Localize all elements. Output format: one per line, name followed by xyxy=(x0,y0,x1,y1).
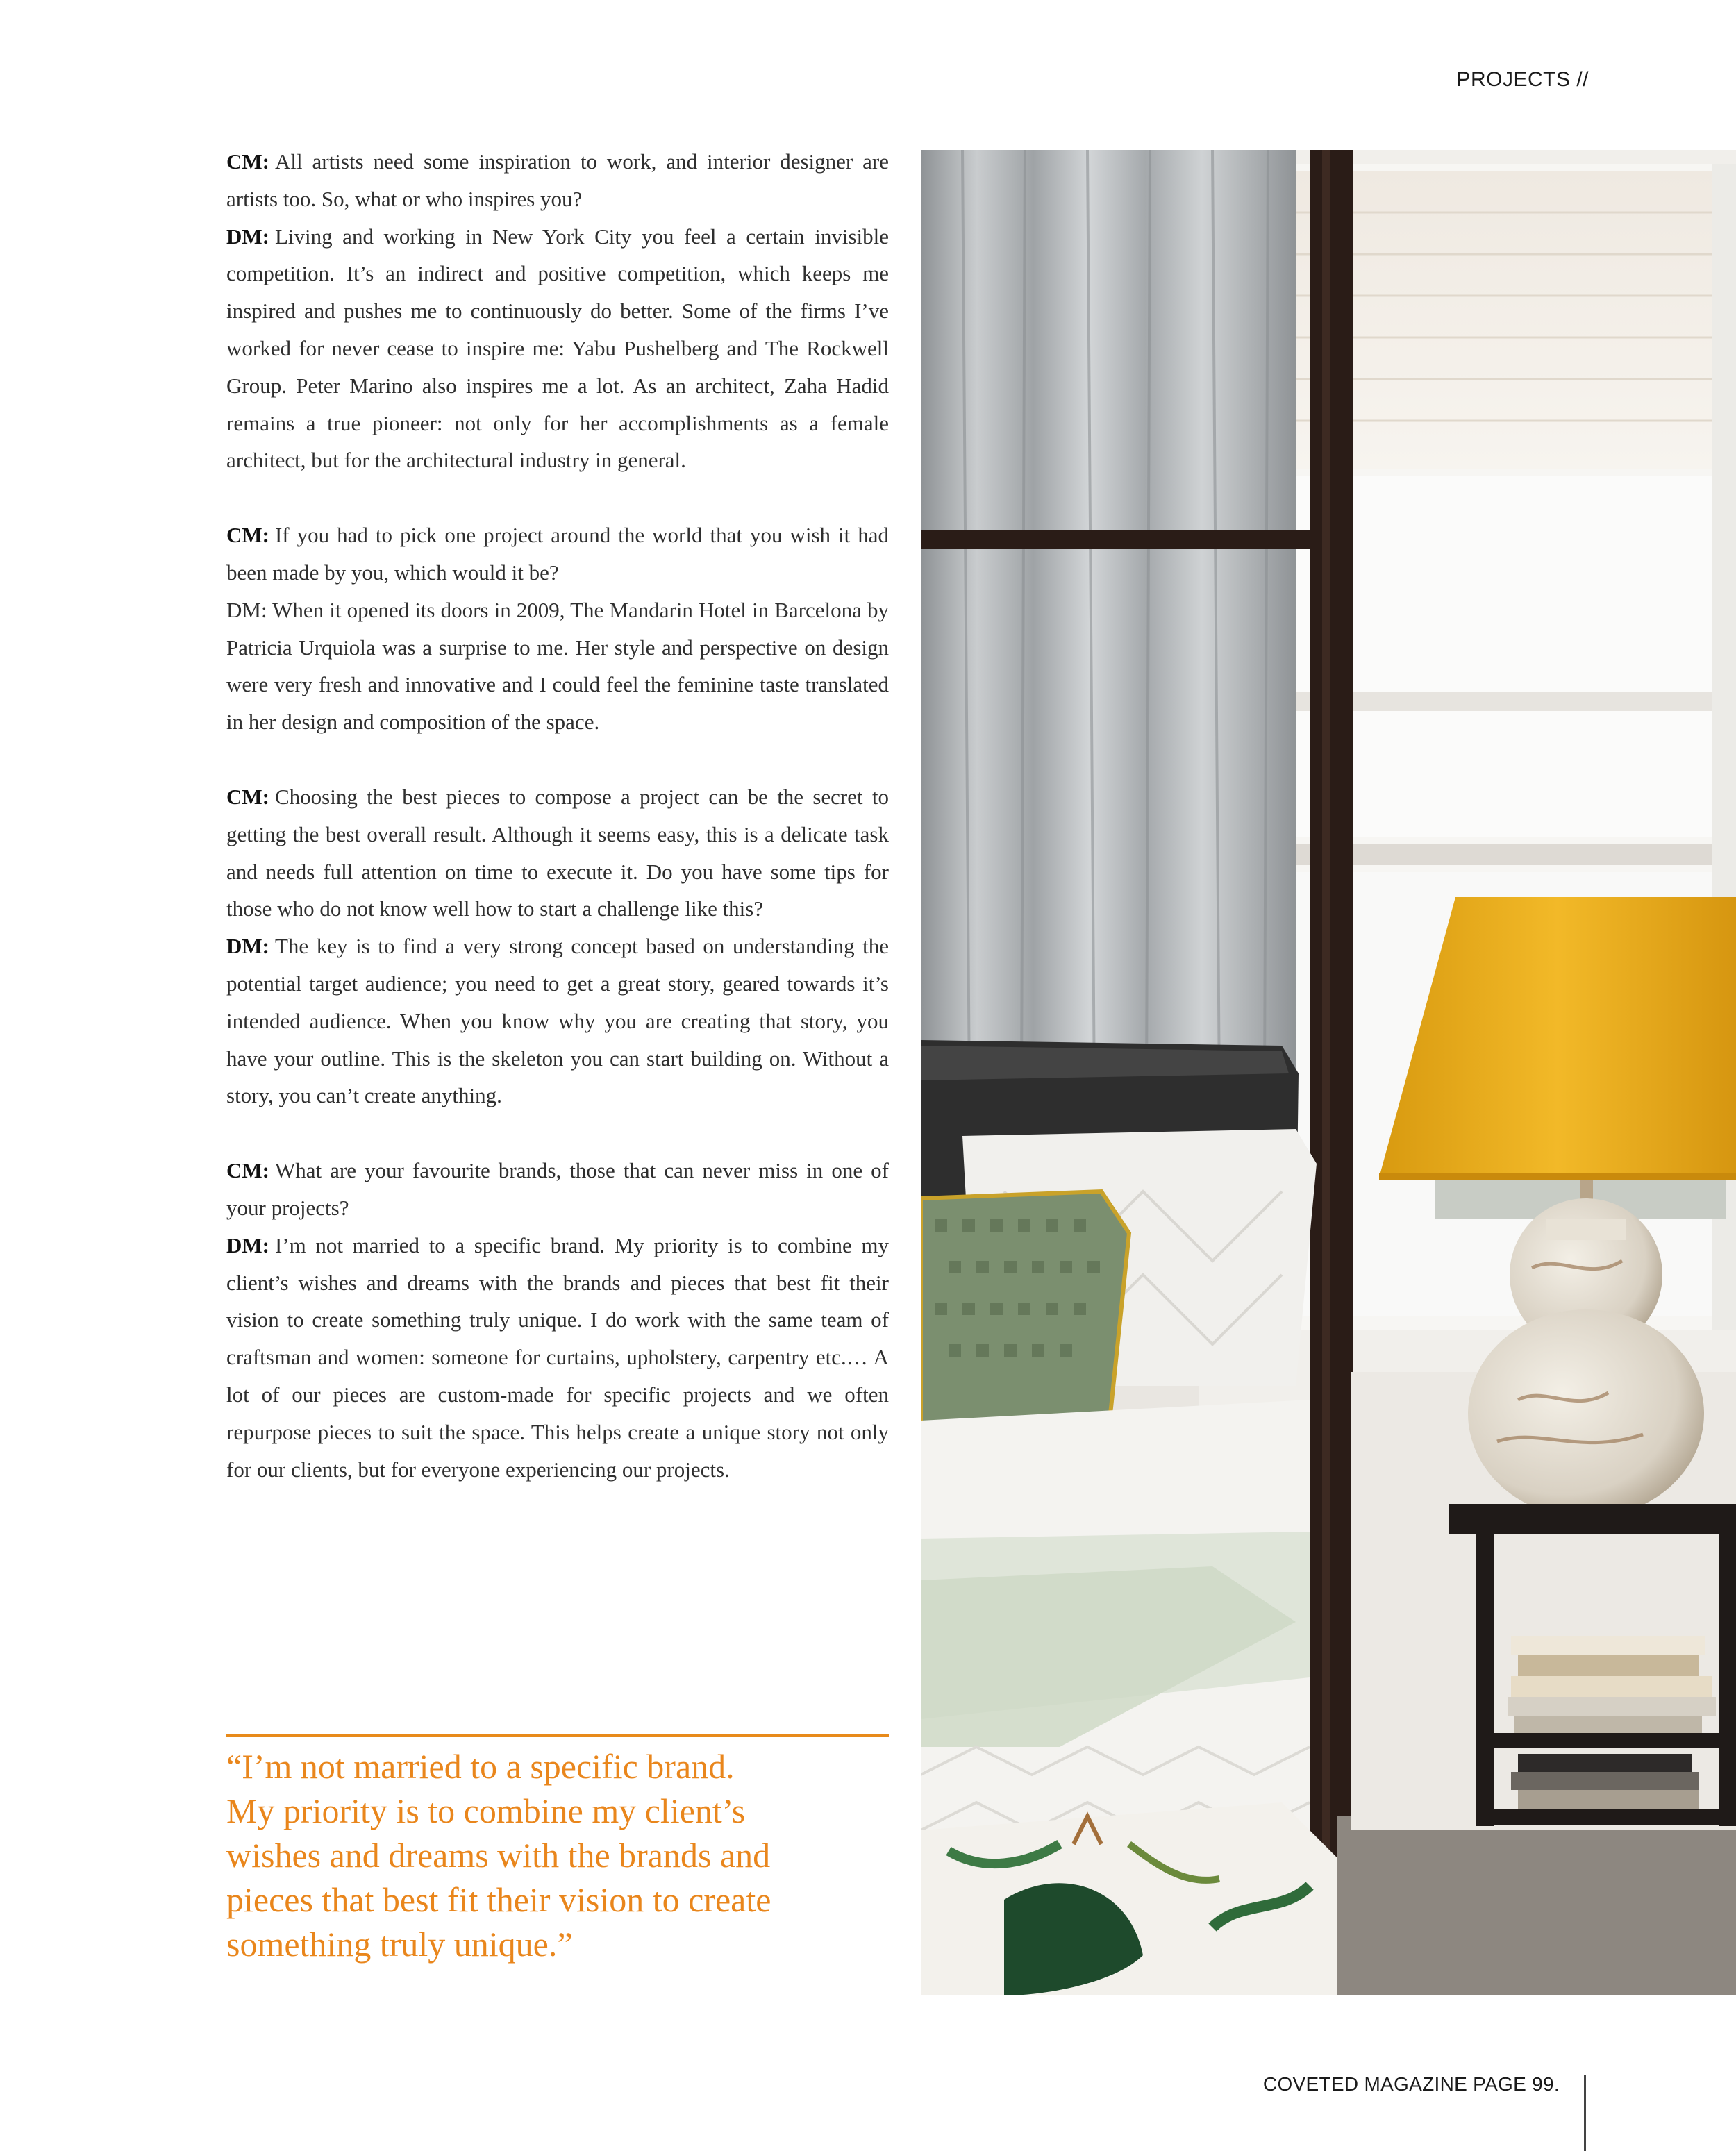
interview-article xyxy=(226,143,889,1525)
qa-block xyxy=(226,143,889,479)
speaker-label: DM: xyxy=(226,934,269,959)
answer-text: Living and working in New York City you feel a certain invisible competition. It’s an indirect and positive competition, which keeps me inspired and pushes me to continuously do better. Some of the firms I’ve worked for never cease to inspire me: Yabu Pushelberg and The Rockwell Group. Peter Marino also inspires me a lot. As an architect, Zaha Hadid remains a true pioneer: not only for her accomplishments as a female architect, but for the architectural industry in general. xyxy=(226,224,889,473)
answer xyxy=(226,592,889,741)
pull-quote-line: “I’m not married to a specific brand. xyxy=(226,1747,735,1786)
qa-block xyxy=(226,517,889,741)
speaker-label: CM: xyxy=(226,1158,269,1183)
speaker-label: CM: xyxy=(226,523,269,548)
speaker-label: DM: xyxy=(226,224,269,249)
bedroom-illustration xyxy=(921,150,1736,1995)
page-footer: COVETED MAGAZINE PAGE 99. xyxy=(1262,2073,1560,2095)
pull-quote-line: wishes and dreams with the brands and xyxy=(226,1836,771,1875)
answer xyxy=(226,1227,889,1489)
speaker-label: DM: xyxy=(226,1232,269,1257)
question-text: What are your favourite brands, those that can never miss in one of your projects? xyxy=(226,1158,889,1220)
answer xyxy=(226,218,889,480)
question-text: Choosing the best pieces to compose a project can be the secret to getting the best overall result. Although it seems easy, this is a delicate task and needs full attention on time to execute it. Do you have some tips for those who do not know well how to start a challenge like this? xyxy=(226,784,889,921)
pull-quote-line: My priority is to combine my client’s xyxy=(226,1791,746,1830)
answer-text: DM: When it opened its doors in 2009, The Mandarin Hotel in Barcelona by Patricia Urquiola was a surprise to me. Her style and perspective on design were very fresh and innovative and I could feel the feminine taste translated in her design and composition of the space. xyxy=(226,597,889,735)
bedroom-photo xyxy=(921,150,1736,1995)
section-label: PROJECTS // xyxy=(1456,68,1589,91)
answer xyxy=(226,928,889,1114)
pull-quote-line: something truly unique.” xyxy=(226,1925,573,1964)
question xyxy=(226,143,889,218)
speaker-label: CM: xyxy=(226,784,269,809)
footer-divider xyxy=(1584,2075,1586,2151)
question xyxy=(226,517,889,592)
answer-text: I’m not married to a specific brand. My priority is to combine my client’s wishes and dreams with the brands and pieces that best fit their vision to create something truly unique. I do work with the same team of craftsman and women: someone for curtains, upholstery, carpentry etc.… A lot of our pieces are custom-made for specific projects and we often repurpose pieces to suit the space. This helps create a unique story not only for our clients, but for everyone experiencing our projects. xyxy=(226,1232,889,1482)
pull-quote xyxy=(226,1734,889,1966)
pull-quote-line: pieces that best fit their vision to create xyxy=(226,1880,771,1919)
question xyxy=(226,1152,889,1227)
question-text: If you had to pick one project around the world that you wish it had been made by you, which would it be? xyxy=(226,523,889,585)
qa-block xyxy=(226,1152,889,1488)
speaker-label: CM: xyxy=(226,149,269,174)
question xyxy=(226,778,889,928)
answer-text: The key is to find a very strong concept based on understanding the potential target audience; you need to get a great story, geared towards it’s intended audience. When you know why you are creating that story, you have your outline. This is the skeleton you can start building on. Without a story, you can’t create anything. xyxy=(226,934,889,1108)
question-text: All artists need some inspiration to work, and interior designer are artists too. So, what or who inspires you? xyxy=(226,149,889,211)
qa-block xyxy=(226,778,889,1114)
